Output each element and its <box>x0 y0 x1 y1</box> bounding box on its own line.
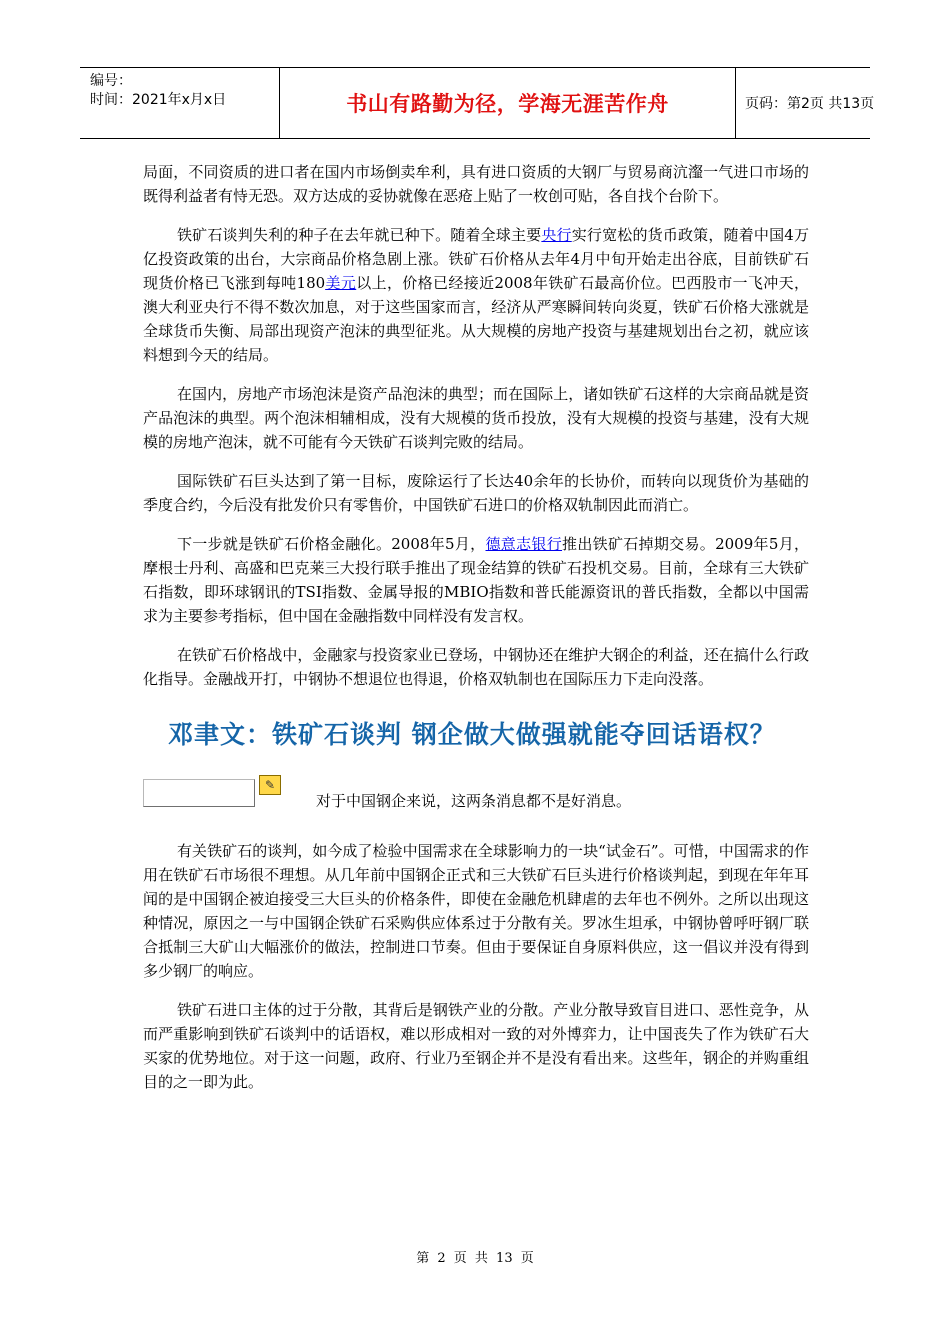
paragraph <box>143 223 809 367</box>
link-usd[interactable]: 美元 <box>325 274 357 292</box>
paragraph: 局面，不同资质的进口者在国内市场倒卖牟利，具有进口资质的大钢厂与贸易商沆瀣一气进口市场的既得利益者有恃无恐。双方达成的妥协就像在恶疮上贴了一枚创可贴，各自找个台阶下。 <box>143 163 809 205</box>
header-number-label: 编号： <box>90 73 132 89</box>
header-page-info: 页码：第2页 共13页 <box>745 96 875 112</box>
paragraph-text: 推出铁矿石掉期交易。2009年5月，摩根士丹利、高盛和巴克莱三大投行联手推出了现金结算的铁矿石投机交易。目前，全球有三大铁矿石指数，即环球钢讯的TSI指数、金属导报的MBIO指数和普氏能源资讯的普氏指数，全都以中国需求为主要参考指标，但中国在金融指数中同样没有发言权。 <box>143 535 809 625</box>
paragraph-text: 以上，价格已经接近2008年铁矿石最高价位。巴西股市一飞冲天，澳大利亚央行不得不数次加息，对于这些国家而言，经济从严寒瞬间转向炎夏，铁矿石价格大涨就是全球货币失衡、局部出现资产泡沫的典型征兆。从大规模的房地产投资与基建规划出台之初，就应该料想到今天的结局。 <box>143 274 809 364</box>
document-header <box>80 67 875 139</box>
paragraph: 铁矿石进口主体的过于分散，其背后是钢铁产业的分散。产业分散导致盲目进口、恶性竞争，从而严重影响到铁矿石谈判中的话语权，难以形成相对一致的对外博弈力，让中国丧失了作为铁矿石大买家的优势地位。对于这一问题，政府、行业乃至钢企并不是没有看出来。这些年，钢企的并购重组目的之一即为此。 <box>143 1001 809 1091</box>
broken-image-icon: ✎ <box>259 775 281 795</box>
link-central-bank[interactable]: 央行 <box>541 226 572 244</box>
header-motto-cell <box>280 68 736 138</box>
link-deutsche-bank[interactable]: 德意志银行 <box>485 535 563 553</box>
paragraph-text: 下一步就是铁矿石价格金融化。2008年5月， <box>177 535 486 553</box>
image-placeholder <box>143 779 255 807</box>
paragraph-text: 铁矿石谈判失利的种子在去年就已种下。随着全球主要 <box>177 226 542 244</box>
paragraph <box>143 532 809 628</box>
paragraph: 有关铁矿石的谈判，如今成了检验中国需求在全球影响力的一块“试金石”。可惜，中国需求的作用在铁矿石市场很不理想。从几年前中国钢企正式和三大铁矿石巨头进行价格谈判起，到现在年年耳闻的是中国钢企被迫接受三大巨头的价格条件，即使在金融危机肆虐的去年也不例外。之所以出现这种情况，原因之一与中国钢企铁矿石采购供应体系过于分散有关。罗冰生坦承，中钢协曾呼吁钢厂联合抵制三大矿山大幅涨价的做法，控制进口节奏。但由于要保证自身原料供应，这一倡议并没有得到多少钢厂的响应。 <box>143 842 809 980</box>
paragraph: 国际铁矿石巨头达到了第一目标，废除运行了长达40余年的长协价，而转向以现货价为基础的季度合约，今后没有批发价只有零售价，中国铁矿石进口的价格双轨制因此而消亡。 <box>143 472 809 514</box>
embedded-image-row <box>143 779 809 827</box>
paragraph: 在国内，房地产市场泡沫是资产品泡沫的典型；而在国际上，诸如铁矿石这样的大宗商品就是资产品泡沫的典型。两个泡沫相辅相成，没有大规模的货币投放，没有大规模的投资与基建，没有大规模的房地产泡沫，就不可能有今天铁矿石谈判完败的结局。 <box>143 385 809 451</box>
section-title: 邓聿文：铁矿石谈判 钢企做大做强就能夺回话语权？ <box>168 720 776 749</box>
paragraph-text: 实行宽松的货币政策，随着中国4万亿投资政策的出台，大宗商品价格急剧上涨。铁矿石价格从去年4月中旬开始走出谷底，目前铁矿石现货价格已飞涨到每吨180 <box>143 226 809 292</box>
header-meta <box>80 68 280 138</box>
page-footer: 第 2 页 共 13 页 <box>416 1251 534 1266</box>
paragraph: 在铁矿石价格战中，金融家与投资家业已登场，中钢协还在维护大钢企的利益，还在搞什么行政化指导。金融战开打，中钢协不想退位也得退，价格双轨制也在国际压力下走向没落。 <box>143 646 809 688</box>
header-motto: 书山有路勤为径，学海无涯苦作舟 <box>346 92 669 116</box>
document-body <box>143 160 809 1109</box>
header-time-label: 时间：2021年x月x日 <box>90 92 227 108</box>
image-caption: 对于中国钢企来说，这两条消息都不是好消息。 <box>316 792 632 810</box>
